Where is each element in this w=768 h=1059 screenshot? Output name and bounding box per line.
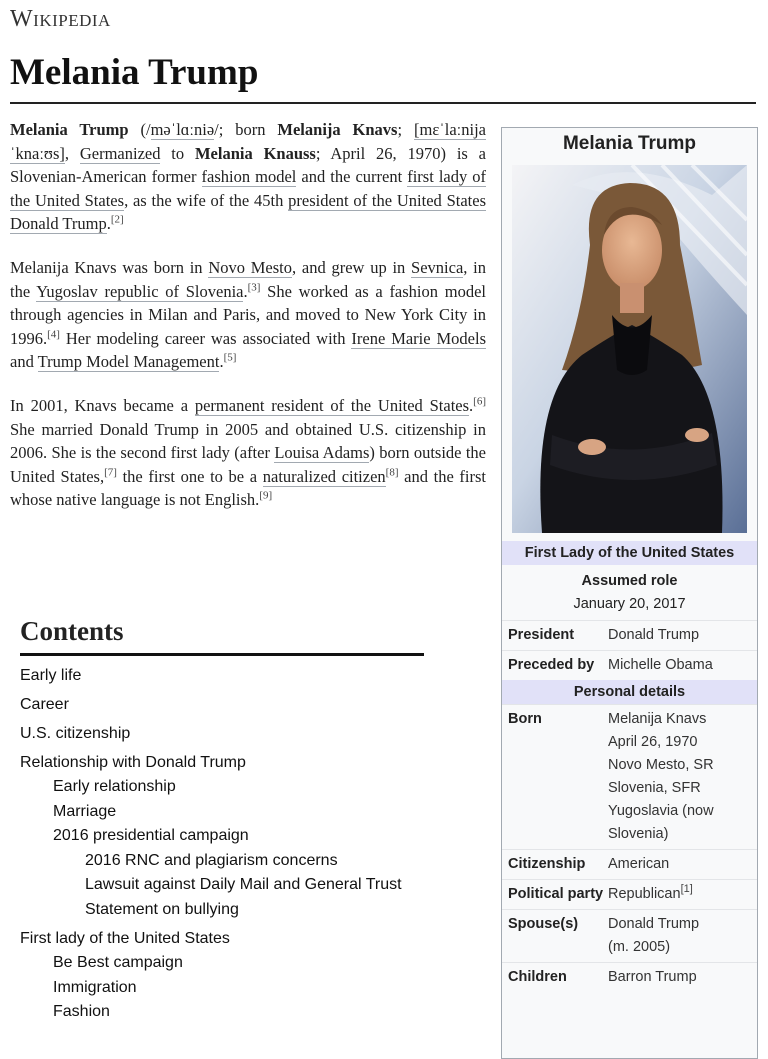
infobox-row	[502, 909, 757, 962]
infobox-label: Preceded by	[508, 657, 595, 673]
infobox-value[interactable]	[608, 624, 748, 647]
text-span: In 2001, Knavs became a	[10, 395, 195, 415]
toc-item[interactable]: Career	[20, 696, 69, 713]
portrait-image[interactable]	[512, 165, 747, 533]
text-span: Melanija Knavs was born in	[10, 257, 209, 277]
infobox-row	[502, 620, 757, 650]
article-link[interactable]: Donald Trump	[10, 214, 107, 234]
infobox-label: Citizenship	[508, 856, 586, 872]
infobox-label: Spouse(s)	[508, 916, 579, 932]
infobox-value[interactable]	[608, 883, 748, 906]
table-of-contents	[20, 616, 424, 1025]
infobox-value-text: American	[608, 856, 670, 872]
text-span: , in the	[10, 257, 486, 301]
text-span: and	[10, 352, 38, 372]
infobox-value-text: Michelle Obama	[608, 657, 713, 673]
text-span: She married Donald Trump in 2005 and obtained U.S. citizenship in 2006. She is the second first lady (after	[10, 419, 486, 463]
toc-item[interactable]: Immigration	[53, 978, 137, 996]
infobox-row	[502, 879, 757, 909]
text-span: to	[160, 143, 195, 163]
assumed-role-date: January 20, 2017	[573, 596, 686, 612]
infobox-value-text: Barron Trump	[608, 969, 697, 985]
infobox-label: President	[508, 627, 575, 643]
toc-item[interactable]: Relationship with Donald Trump	[20, 754, 246, 771]
citation-link[interactable]: [4]	[47, 328, 60, 341]
article-link[interactable]: Sevnica	[411, 257, 464, 277]
infobox-label: Children	[508, 969, 567, 985]
infobox-value-text: Republican	[608, 886, 681, 902]
infobox-row	[502, 650, 757, 680]
toc-item[interactable]: Be Best campaign	[53, 954, 183, 971]
article-link[interactable]: Louisa Adams	[274, 443, 370, 463]
toc-title: Contents	[20, 616, 424, 656]
infobox-value[interactable]	[608, 708, 748, 846]
citation-link[interactable]: [3]	[247, 281, 261, 294]
article-link[interactable]: Novo Mesto	[208, 257, 292, 277]
infobox-value-text: Melanija Knavs April 26, 1970 Novo Mesto, SR Slovenia, SFR Yugoslavia (now Slovenia)	[608, 711, 714, 842]
text-span: , and grew up in	[292, 257, 412, 277]
text-span: (/	[128, 120, 151, 139]
article-link[interactable]: [mɛˈlaːnija ˈknaːʊs]	[10, 120, 486, 163]
toc-list	[20, 664, 424, 1025]
infobox-value[interactable]	[608, 853, 748, 876]
infobox-value[interactable]	[608, 966, 748, 989]
text-span: Her modeling career was associated with	[59, 328, 352, 348]
toc-item[interactable]: Marriage	[53, 802, 117, 820]
text-span: .	[106, 214, 111, 234]
article-link[interactable]: naturalized citizen	[262, 466, 386, 486]
citation-link[interactable]: [8]	[385, 466, 399, 479]
infobox-row	[502, 962, 757, 992]
toc-item[interactable]: First lady of the United States	[20, 930, 230, 947]
bold-term: Melania Trump	[10, 120, 129, 139]
toc-item[interactable]: 2016 RNC and plagiarism concerns	[85, 851, 338, 869]
text-span: She worked as a fashion model through agencies in Milan and Paris, and moved to New York City in 1996.	[10, 281, 486, 348]
text-span: .	[243, 281, 248, 301]
toc-item[interactable]: Fashion	[53, 1003, 110, 1020]
text-span: /; born	[214, 120, 278, 139]
citation-link[interactable]: [7]	[104, 466, 117, 479]
text-span: .	[219, 352, 224, 372]
lead-paragraph-1	[10, 118, 486, 236]
bold-term: Melania Knauss	[194, 143, 316, 163]
infobox-value[interactable]	[608, 913, 748, 959]
article-link[interactable]: first lady of the United States	[10, 167, 487, 210]
citation-link[interactable]: [6]	[473, 395, 486, 408]
wikipedia-wordmark[interactable]: Wikipedia	[10, 6, 111, 32]
text-span: , as the wife of the 45th	[124, 190, 289, 210]
text-span: ,	[64, 143, 80, 163]
text-span: the first one to be a	[116, 466, 263, 486]
article-link[interactable]: Germanized	[79, 143, 161, 163]
toc-item[interactable]: U.S. citizenship	[20, 725, 131, 742]
page-title: Melania Trump	[10, 50, 756, 104]
article-lead	[10, 118, 486, 532]
bold-term: Melanija Knavs	[277, 120, 398, 139]
infobox-value-text: Donald Trump	[608, 627, 700, 643]
infobox-row	[502, 849, 757, 879]
personal-details-header: Personal details	[502, 680, 757, 704]
assumed-role-label: Assumed role	[581, 573, 678, 589]
article-link[interactable]: Trump Model Management	[37, 352, 220, 372]
toc-item[interactable]: Statement on bullying	[85, 900, 239, 918]
text-span: ;	[397, 120, 414, 139]
article-link[interactable]: Yugoslav republic of Slovenia	[36, 281, 244, 301]
citation-link[interactable]: [5]	[223, 351, 237, 364]
toc-item[interactable]: Early relationship	[53, 778, 176, 795]
office-header[interactable]: First Lady of the United States	[502, 541, 757, 565]
toc-item[interactable]: 2016 presidential campaign	[53, 827, 249, 844]
article-link[interactable]: Irene Marie Models	[351, 328, 486, 348]
lead-paragraph-2	[10, 256, 486, 374]
infobox	[501, 127, 758, 1059]
article-link[interactable]: permanent resident of the United States	[194, 395, 470, 415]
infobox-label: Political party	[508, 886, 604, 902]
text-span: and the first whose native language is not English.	[10, 466, 487, 510]
infobox-value[interactable]	[608, 654, 748, 677]
portrait-illustration	[512, 165, 747, 533]
article-link[interactable]: məˈlɑːniə	[150, 120, 215, 139]
text-span: .	[469, 395, 474, 415]
infobox-row	[502, 704, 757, 849]
article-link[interactable]: president of the United States	[288, 190, 486, 210]
lead-paragraph-3	[10, 394, 486, 512]
toc-item[interactable]: Early life	[20, 667, 82, 684]
citation-link[interactable]: [9]	[259, 489, 273, 502]
infobox-title: Melania Trump	[562, 133, 697, 154]
citation-link[interactable]: [2]	[110, 213, 124, 226]
text-span: ) born outside the United States,	[10, 443, 486, 486]
toc-item[interactable]: Lawsuit against Daily Mail and General Trust	[85, 876, 402, 893]
citation-link[interactable]: [1]	[680, 883, 693, 896]
text-span: ; April 26, 1970) is a Slovenian-American former	[10, 143, 487, 187]
infobox-value-text: Donald Trump (m. 2005)	[608, 916, 700, 955]
infobox-label: Born	[508, 711, 542, 727]
article-link[interactable]: fashion model	[201, 167, 297, 187]
text-span: and the current	[296, 167, 408, 187]
